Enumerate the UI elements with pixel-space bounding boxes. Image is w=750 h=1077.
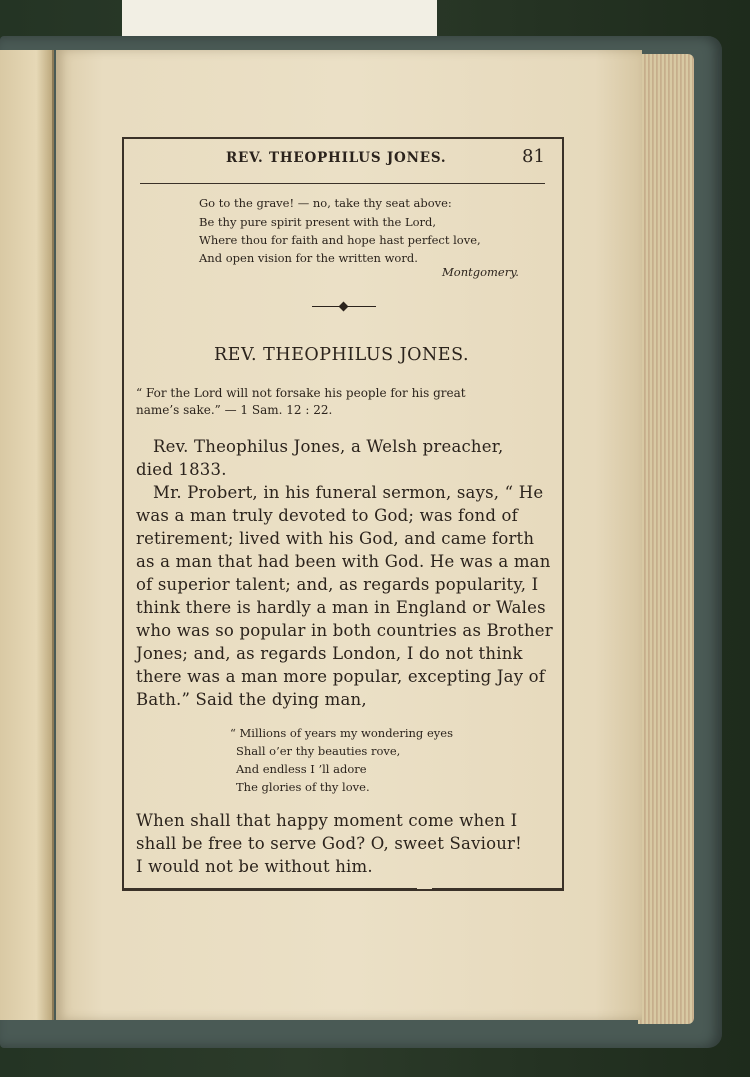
body-line: Jones; and, as regards London, I do not think [136, 644, 523, 663]
page-edges [638, 54, 694, 1024]
header-rule [140, 183, 545, 184]
verse-line: Shall o’er thy beauties rove, [236, 744, 401, 758]
body-line: think there is hardly a man in England or Wales [136, 598, 546, 617]
body-line: Bath.” Said the dying man, [136, 690, 367, 709]
facing-page-edge [0, 50, 54, 1020]
body-line: died 1833. [136, 460, 227, 479]
body-line: Rev. Theophilus Jones, a Welsh preacher, [153, 437, 504, 456]
verse-line: The glories of thy love. [236, 780, 370, 794]
poem-line: Go to the grave! — no, take thy seat above: [199, 196, 452, 210]
bottom-rule [432, 888, 564, 890]
section-ornament [312, 304, 376, 310]
page-number: 81 [522, 146, 545, 167]
body-line: retirement; lived with his God, and came forth [136, 529, 535, 548]
body-line: who was so popular in both countries as Brother [136, 621, 553, 640]
poem-line: Be thy pure spirit present with the Lord, [199, 215, 437, 229]
body-line: I would not be without him. [136, 857, 373, 876]
poem-attribution: Montgomery. [442, 265, 519, 279]
poem-line: Where thou for faith and hope hast perfect love, [199, 233, 481, 247]
body-line: of superior talent; and, as regards popularity, I [136, 575, 539, 594]
poem-line: And open vision for the written word. [199, 251, 418, 265]
body-line: When shall that happy moment come when I [136, 811, 518, 830]
epigraph-line: “ For the Lord will not forsake his people for his great [136, 386, 466, 400]
body-line: was a man truly devoted to God; was fond of [136, 506, 518, 525]
body-line: Mr. Probert, in his funeral sermon, says, “ He [153, 483, 544, 502]
body-line: shall be free to serve God? O, sweet Saviour! [136, 834, 522, 853]
bottom-rule [122, 888, 417, 890]
section-title: REV. THEOPHILUS JONES. [214, 345, 470, 365]
body-line: as a man that had been with God. He was a man [136, 552, 551, 571]
verse-line: And endless I ’ll adore [236, 762, 367, 776]
epigraph-line: name’s sake.” — 1 Sam. 12 : 22. [136, 403, 333, 417]
running-head: REV. THEOPHILUS JONES. [226, 150, 447, 166]
body-line: there was a man more popular, excepting Jay of [136, 667, 546, 686]
verse-line: “ Millions of years my wondering eyes [230, 726, 453, 740]
